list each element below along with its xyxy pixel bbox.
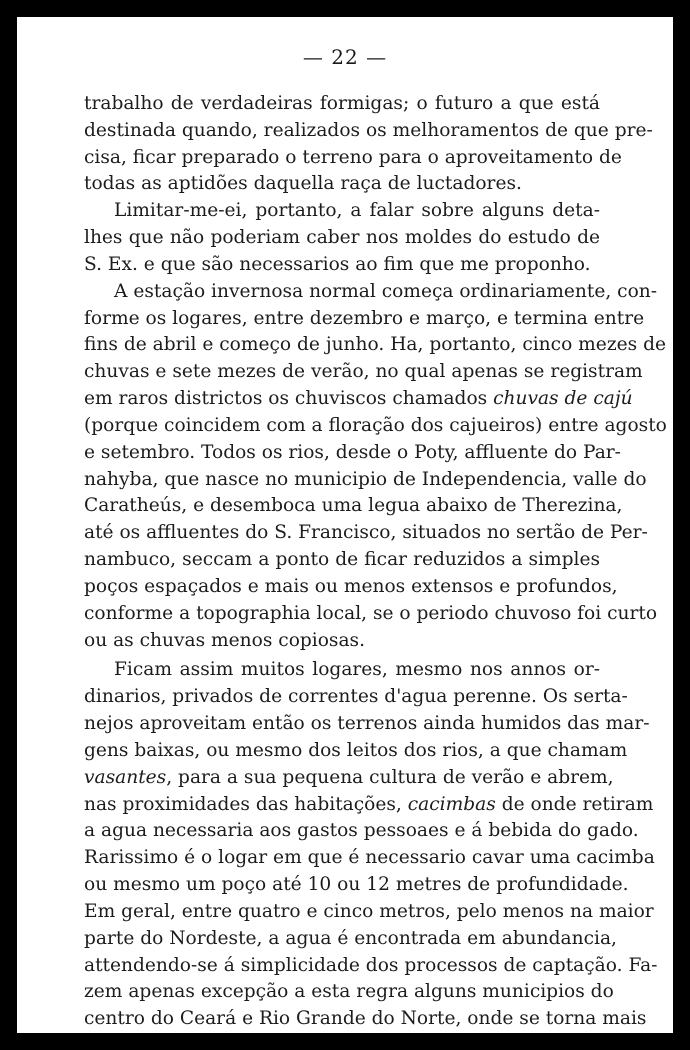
text-line [84, 413, 667, 440]
text-line [84, 926, 617, 953]
text-line [84, 171, 600, 198]
text-line [84, 359, 643, 386]
text-line [84, 386, 633, 413]
paragraph [84, 657, 658, 1033]
text-line [84, 657, 600, 684]
text-segment: Rarissimo é o logar em que é necessario cavar uma cacimba [84, 847, 655, 869]
paragraph [84, 91, 653, 198]
text-line [84, 628, 600, 655]
text-line [84, 711, 650, 738]
text-line [84, 738, 628, 765]
text-segment: A estação invernosa normal começa ordinariamente, con- [114, 280, 658, 302]
text-line [84, 252, 600, 279]
text-segment: lhes que não poderiam caber nos moldes do estudo de [84, 227, 600, 249]
text-segment: ou mesmo um poço até 10 ou 12 metres de profundidade. [84, 874, 629, 896]
text-segment: nejos aproveitam então os terrenos ainda humidos das mar- [84, 713, 650, 735]
text-segment: gens baixas, ou mesmo dos leitos dos rios, a que chamam [84, 739, 628, 761]
text-segment: Caratheús, e desemboca uma legua abaixo de Therezina, [84, 495, 623, 517]
italic-term: chuvas de cajú [493, 388, 633, 410]
text-segment: parte do Nordeste, a agua é encontrada em abundancia, [84, 927, 617, 949]
book-page [17, 17, 673, 1033]
text-segment: e setembro. Todos os rios, desde o Poty, affluente do Par- [84, 441, 621, 463]
text-segment: poços espaçados e mais ou menos extensos e profundos, [84, 575, 618, 597]
italic-term: vasantes [84, 766, 167, 788]
text-line [84, 818, 639, 845]
text-line [84, 306, 645, 333]
text-segment: nas proximidades das habitações, [84, 793, 408, 815]
text-segment: em raros districtos os chuviscos chamados [84, 388, 494, 410]
text-line [84, 765, 614, 792]
text-segment: , para a sua pequena cultura de verão e abrem, [166, 766, 614, 788]
text-line [84, 118, 653, 145]
text-segment: attendendo-se á simplicidade dos processos de captação. Fa- [84, 954, 658, 976]
text-line [84, 520, 648, 547]
text-segment: Ficam assim muitos logares, mesmo nos annos or- [114, 659, 600, 681]
text-line [84, 332, 666, 359]
text-line [84, 225, 600, 252]
paragraph [84, 279, 667, 655]
text-line [84, 601, 658, 628]
text-line [84, 899, 654, 926]
text-segment: conforme a topographia local, se o periodo chuvoso foi curto [84, 602, 658, 624]
text-segment: todas as aptidões daquella raça de luctadores. [84, 173, 522, 195]
text-line [84, 467, 647, 494]
text-line [84, 845, 655, 872]
text-segment: forme os logares, entre dezembro e março, e termina entre [84, 307, 645, 329]
italic-term: cacimbas [407, 793, 496, 815]
text-segment: destinada quando, realizados os melhoramentos de que pre- [84, 119, 653, 141]
text-segment: a agua necessaria aos gastos pessoaes e á bebida do gado. [84, 820, 639, 842]
page-number: — 22 — [302, 45, 388, 69]
text-segment: nahyba, que nasce no municipio de Independencia, valle do [84, 468, 647, 490]
text-line [84, 440, 621, 467]
text-segment: até os affluentes do S. Francisco, situados no sertão de Per- [84, 522, 648, 544]
text-line [84, 1006, 647, 1033]
text-line [84, 979, 614, 1006]
text-line [84, 198, 600, 225]
paragraph [84, 198, 600, 278]
text-segment: centro do Ceará e Rio Grande do Norte, onde se torna mais [84, 1008, 647, 1030]
text-segment: cisa, ficar preparado o terreno para o aproveitamento de [84, 146, 622, 168]
text-segment: zem apenas excepção a esta regra alguns municipios do [84, 981, 614, 1003]
text-line [84, 493, 623, 520]
text-segment: fins de abril e começo de junho. Ha, portanto, cinco mezes de [84, 334, 666, 356]
text-segment: dinarios, privados de correntes d'agua perenne. Os serta- [84, 686, 628, 708]
body-text [84, 91, 667, 1033]
text-segment: ou as chuvas menos copiosas. [84, 629, 366, 651]
text-segment: de onde retiram [495, 793, 654, 815]
text-segment: trabalho de verdadeiras formigas; o futuro a que está [84, 93, 600, 114]
text-segment: chuvas e sete mezes de verão, no qual apenas se registram [84, 361, 643, 383]
text-segment: Em geral, entre quatro e cinco metros, pelo menos na maior [84, 900, 654, 922]
text-segment: (porque coincidem com a floração dos cajueiros) entre agosto [84, 414, 667, 436]
text-line [84, 547, 600, 574]
text-segment: Limitar-me-ei, portanto, a falar sobre alguns deta- [114, 200, 600, 222]
text-line [84, 872, 629, 899]
text-segment: S. Ex. e que são necessarios ao fim que me proponho. [84, 253, 591, 275]
text-line [84, 684, 628, 711]
text-line [84, 574, 618, 601]
text-line [84, 145, 622, 172]
text-line [84, 279, 658, 306]
text-line [84, 953, 658, 980]
text-line [84, 91, 600, 118]
text-segment: nambuco, seccam a ponto de ficar reduzidos a simples [84, 549, 600, 571]
text-line [84, 792, 654, 819]
